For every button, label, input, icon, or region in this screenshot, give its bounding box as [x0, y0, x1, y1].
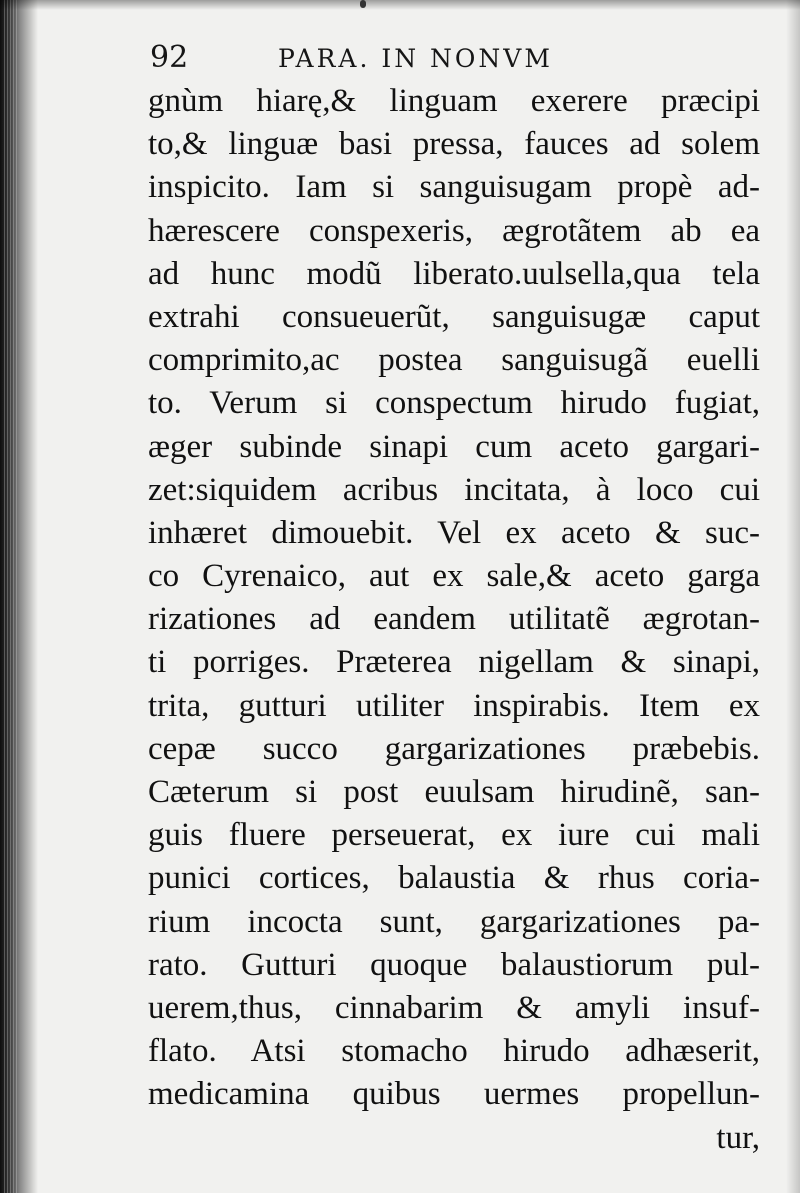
running-head: PARA. IN NONVM	[278, 44, 553, 73]
text-line: comprimito,ac postea sanguisugã euelli	[148, 342, 760, 379]
text-line: ti porriges. Præterea nigellam & sinapi,	[148, 644, 760, 681]
right-shadow	[786, 0, 800, 1193]
page-edge-lines	[4, 0, 18, 1193]
text-line: medicamina quibus uermes propellun-	[148, 1076, 760, 1113]
ink-speck	[360, 0, 366, 8]
text-line: hærescere conspexeris, ægrotãtem ab ea	[148, 212, 760, 249]
text-line: guis fluere perseuerat, ex iure cui mali	[148, 817, 760, 854]
text-line: zet:siquidem acribus incitata, à loco cui	[148, 471, 760, 508]
body-text	[148, 80, 760, 1160]
text-line: gnùm hiarę,& linguam exerere præcipi	[148, 83, 760, 119]
text-line: uerem,thus, cinnabarim & amyli insuf-	[148, 989, 760, 1026]
catchword: tur,	[716, 1119, 760, 1156]
text-line: rato. Gutturi quoque balaustiorum pul-	[148, 946, 760, 983]
text-line: cepæ succo gargarizationes præbebis.	[148, 730, 760, 767]
text-line: flato. Atsi stomacho hirudo adhæserit,	[148, 1033, 760, 1070]
text-line: æger subinde sinapi cum aceto gargari-	[148, 428, 760, 465]
top-shadow	[0, 0, 800, 10]
page-header	[150, 36, 750, 80]
text-line: punici cortices, balaustia & rhus coria-	[148, 860, 760, 897]
page-number: 92	[150, 40, 189, 75]
text-line: to. Verum si conspectum hirudo fugiat,	[148, 385, 760, 422]
text-line: rizationes ad eandem utilitatẽ ægrotan-	[148, 601, 760, 638]
text-line: to,& linguæ basi pressa, fauces ad solem	[148, 126, 760, 163]
text-line: trita, gutturi utiliter inspirabis. Item ex	[148, 687, 760, 724]
text-line: inhæret dimouebit. Vel ex aceto & suc-	[148, 514, 760, 551]
text-line: inspicito. Iam si sanguisugam propè ad-	[148, 169, 760, 206]
text-line: Cæterum si post euulsam hirudinẽ, san-	[148, 774, 760, 810]
text-line: ad hunc modũ liberato.uulsella,qua tela	[148, 255, 760, 292]
text-line: rium incocta sunt, gargarizationes pa-	[148, 903, 760, 940]
text-line: extrahi consueuerũt, sanguisugæ caput	[148, 298, 760, 335]
text-line: co Cyrenaico, aut ex sale,& aceto garga	[148, 558, 760, 595]
